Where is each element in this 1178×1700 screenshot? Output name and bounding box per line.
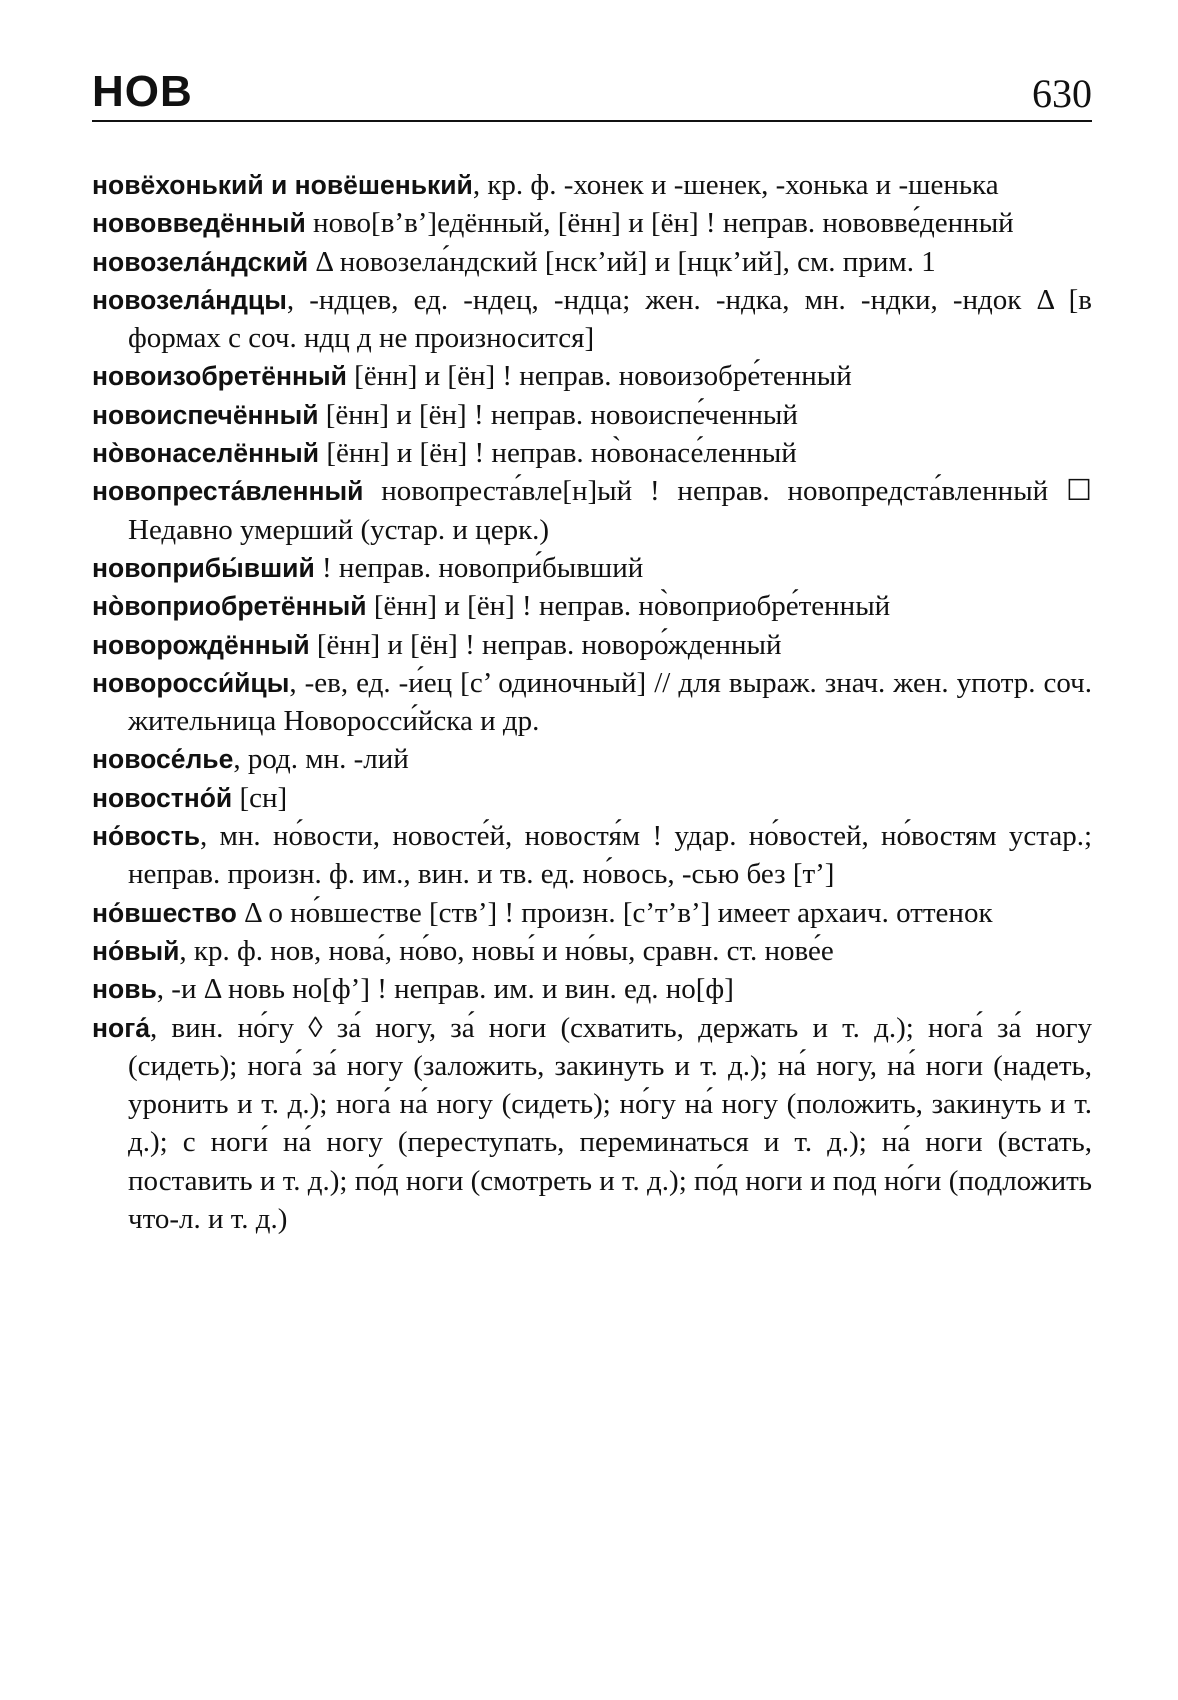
entry-headword: новоиспечённый bbox=[92, 399, 319, 430]
dictionary-entry bbox=[92, 204, 1092, 242]
entry-headword: новоросси́йцы bbox=[92, 667, 290, 698]
entry-body: [ённ] и [ён] ! неправ. но̀воприобре́тенный bbox=[366, 590, 891, 623]
dictionary-entry bbox=[92, 243, 1092, 281]
entry-body: [ённ] и [ён] ! неправ. новоро́жденный bbox=[309, 628, 782, 661]
dictionary-entry bbox=[92, 932, 1092, 970]
entry-body: Δ о но́вшестве [ств’] ! произн. [с’т’в’] имеет архаич. оттенок bbox=[236, 896, 993, 929]
dictionary-entry bbox=[92, 664, 1092, 741]
entry-body: [ённ] и [ён] ! неправ. но̀вонасе́ленный bbox=[319, 437, 797, 470]
entry-body: [ённ] и [ён] ! неправ. новоизобре́тенный bbox=[346, 360, 852, 393]
entry-body: ! неправ. новопри́бывший bbox=[314, 551, 644, 584]
entry-body: ново[в’в’]едённый, [ённ] и [ён] ! неправ. нововве́денный bbox=[305, 207, 1014, 240]
dictionary-entry bbox=[92, 472, 1092, 549]
dictionary-entry bbox=[92, 740, 1092, 778]
entry-headword: но́вшество bbox=[92, 897, 237, 928]
entry-headword: новостно́й bbox=[92, 782, 233, 813]
entry-body: [сн] bbox=[232, 781, 288, 814]
dictionary-entry bbox=[92, 817, 1092, 894]
entry-list bbox=[92, 166, 1092, 1238]
entry-body: , кр. ф. нов, нова́, но́во, новы́ и но́вы, сравн. ст. нове́е bbox=[179, 934, 834, 967]
entry-headword: но̀воприобретённый bbox=[92, 591, 367, 622]
dictionary-entry bbox=[92, 549, 1092, 587]
entry-headword: новозела́ндский bbox=[92, 246, 309, 277]
entry-body: [ённ] и [ён] ! неправ. новоиспе́ченный bbox=[318, 398, 798, 431]
page-number: 630 bbox=[1032, 71, 1092, 116]
entry-body: , -ев, ед. -и́ец [с’ одиночный] // для выраж. знач. жен. употр. соч. жительница Новоросси́йска и др. bbox=[128, 666, 1092, 738]
entry-headword: новоизобретённый bbox=[92, 361, 347, 392]
entry-body: , род. мн. -лий bbox=[233, 743, 409, 776]
entry-body: , вин. но́гу ◊ за́ ногу, за́ ноги (схватить, держать и т. д.); нога́ за́ ногу (сидеть); нога́ за́ ногу (заложить, закинуть и т. д.); на́ ногу, на́ ноги (надеть, уронить и т. д.); нога́ на́ ногу (сидеть); но́гу на́ ногу (положить, закинуть и т. д.); с ноги́ на́ ногу (переступать, переминаться и т. д.); на́ ноги (встать, поставить и т. д.); по́д ноги (смотреть и т. д.); по́д ноги и под но́ги (подложить что-л. и т. д.) bbox=[128, 1011, 1092, 1236]
dictionary-entry bbox=[92, 357, 1092, 395]
dictionary-entry bbox=[92, 434, 1092, 472]
entry-headword: новь bbox=[92, 974, 157, 1005]
entry-headword: нововведённый bbox=[92, 208, 306, 239]
dictionary-page bbox=[92, 67, 1092, 1238]
running-head bbox=[92, 67, 1092, 122]
entry-body: , -ндцев, ед. -ндец, -ндца; жен. -ндка, мн. -ндки, -ндок Δ [в формах с соч. ндц д не произносится] bbox=[128, 283, 1092, 355]
entry-body: , кр. ф. -хонек и -шенек, -хонька и -шенька bbox=[472, 169, 999, 201]
dictionary-entry bbox=[92, 281, 1092, 358]
dictionary-entry bbox=[92, 894, 1092, 932]
entry-headword: новёхонький и новёшенький bbox=[92, 170, 473, 200]
guide-word: НОВ bbox=[92, 67, 193, 116]
entry-body: Δ новозела́ндский [нск’ий] и [нцк’ий], см. прим. 1 bbox=[308, 245, 936, 278]
dictionary-entry bbox=[92, 626, 1092, 664]
entry-headword: но́вый bbox=[92, 935, 180, 966]
entry-body: новопреста́вле[н]ый ! неправ. новопредста́вленный ☐ Недавно умерший (устар. и церк.) bbox=[128, 475, 1092, 546]
entry-headword: новопреста́вленный bbox=[92, 476, 364, 507]
entry-headword: но́вость bbox=[92, 821, 200, 852]
entry-body: , мн. но́вости, новосте́й, новостя́м ! удар. но́востей, но́востям устар.; неправ. произн. ф. им., вин. и тв. ед. но́вось, -сью без [т’] bbox=[128, 820, 1092, 891]
entry-headword: новозела́ндцы bbox=[92, 284, 287, 315]
entry-headword: но̀вонаселённый bbox=[92, 438, 320, 469]
dictionary-entry bbox=[92, 587, 1092, 625]
entry-headword: новоприбы́вший bbox=[92, 552, 315, 583]
dictionary-entry bbox=[92, 166, 1092, 204]
entry-headword: нога́ bbox=[92, 1012, 150, 1043]
entry-body: , -и Δ новь но[ф’] ! неправ. им. и вин. ед. но[ф] bbox=[156, 973, 734, 1006]
entry-headword: новорождённый bbox=[92, 629, 310, 660]
dictionary-entry bbox=[92, 779, 1092, 817]
dictionary-entry bbox=[92, 396, 1092, 434]
dictionary-entry bbox=[92, 1009, 1092, 1239]
entry-headword: новосе́лье bbox=[92, 744, 234, 775]
dictionary-entry bbox=[92, 970, 1092, 1008]
